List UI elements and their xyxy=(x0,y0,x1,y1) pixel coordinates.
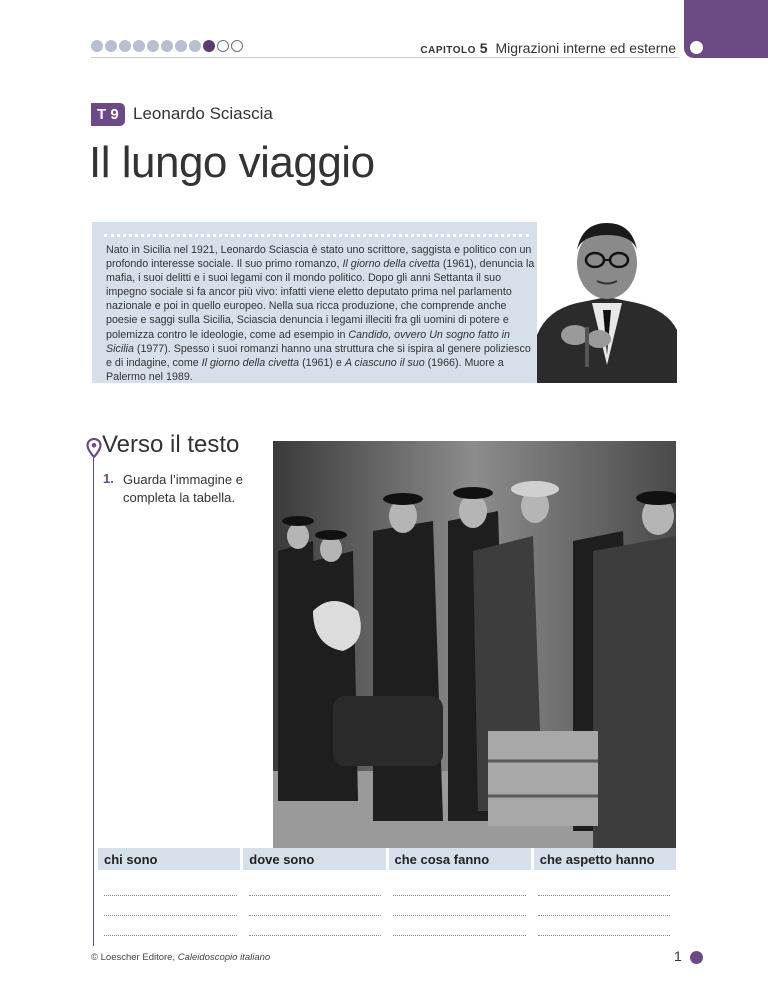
page-dot-icon xyxy=(690,951,703,964)
progress-dot-filled xyxy=(91,40,103,52)
progress-dot-filled xyxy=(133,40,145,52)
bio-text-run: (1961) e xyxy=(299,356,345,369)
progress-dot-empty xyxy=(217,40,229,52)
column-header-chi-sono: chi sono xyxy=(98,848,243,870)
answer-blank-line[interactable] xyxy=(104,918,237,936)
bio-text-run: (1977). Spesso i suoi romanzi hanno una struttura che si ispira al genere poliziesco e di indagine, come xyxy=(106,342,531,369)
chapter-label: CAPITOLO xyxy=(420,45,476,56)
dotted-divider xyxy=(104,234,529,237)
bio-book-title: A ciascuno il suo xyxy=(344,356,425,369)
answer-blank-line[interactable] xyxy=(538,918,671,936)
answer-blank-line[interactable] xyxy=(538,898,671,916)
answer-column xyxy=(98,870,243,938)
exercise-number: 1. xyxy=(103,471,114,486)
author-portrait xyxy=(537,215,677,383)
text-number-badge: T 9 xyxy=(91,103,125,126)
chapter-progress-dots xyxy=(91,40,243,52)
bio-book-title: Il giorno della civetta xyxy=(342,258,440,271)
answer-blank-line[interactable] xyxy=(393,918,526,936)
answer-blank-line[interactable] xyxy=(393,898,526,916)
answer-table xyxy=(98,848,676,938)
location-pin-icon xyxy=(86,438,102,458)
answer-column xyxy=(532,870,677,938)
bio-text-run: (1961), denuncia la mafia, i suoi delitti e i suoi legami con il mondo politico. Dopo gli anni Settanta il suo impegno sociale si fa ancor più vivo: infatti viene eletto deputato prima nel parlamento nazionale e poi in quello europeo. Nella sua ricca produzione, che comprende anche poesie e saggi sulla Sicilia, Sciascia denuncia i legami illeciti fra gli uomini di potere e polemizza contro le ideologie, come ad esempio in xyxy=(106,258,535,341)
answer-table-header xyxy=(98,848,676,870)
bio-text-run: Nato in Sicilia nel 1921, Leonardo Sciascia è stato uno scrittore, saggista e politico con un profondo interesse sociale. Il suo primo romanzo, xyxy=(106,244,532,271)
answer-blank-line[interactable] xyxy=(249,898,382,916)
author-name: Leonardo Sciascia xyxy=(133,104,273,123)
chapter-heading xyxy=(420,40,676,56)
copyright-footer xyxy=(91,952,270,963)
answer-column xyxy=(387,870,532,938)
section-rule xyxy=(93,458,94,946)
answer-blank-line[interactable] xyxy=(104,878,237,896)
progress-dot-current xyxy=(203,40,215,52)
chapter-number: 5 xyxy=(479,40,488,56)
corner-dot-icon xyxy=(690,41,703,54)
answer-blank-line[interactable] xyxy=(249,878,382,896)
emigrants-photo xyxy=(273,441,676,848)
progress-dot-filled xyxy=(161,40,173,52)
progress-dot-filled xyxy=(119,40,131,52)
column-header-dove-sono: dove sono xyxy=(243,848,388,870)
column-header-che-aspetto-hanno: che aspetto hanno xyxy=(539,852,655,867)
answer-blank-line[interactable] xyxy=(538,878,671,896)
author-bio-text xyxy=(106,243,538,384)
answer-column xyxy=(243,870,388,938)
chapter-title: Migrazioni interne ed esterne xyxy=(495,40,676,56)
answer-table-body xyxy=(98,870,676,938)
bio-text-run: (1966). Muore a Palermo nel 1989. xyxy=(106,356,504,383)
bio-book-title: Candido, ovvero Un sogno fatto in Sicilia xyxy=(106,328,510,355)
progress-dot-empty xyxy=(231,40,243,52)
answer-blank-line[interactable] xyxy=(249,918,382,936)
book-title: Caleidoscopio italiano xyxy=(177,952,271,963)
header-rule xyxy=(91,57,679,58)
answer-blank-line[interactable] xyxy=(104,898,237,916)
answer-blank-line[interactable] xyxy=(393,878,526,896)
section-title: Verso il testo xyxy=(102,431,240,458)
progress-dot-filled xyxy=(175,40,187,52)
progress-dot-filled xyxy=(189,40,201,52)
publisher-name: © Loescher Editore, xyxy=(91,952,178,963)
exercise-instruction: Guarda l’immagine e completa la tabella. xyxy=(123,472,243,505)
page-title: Il lungo viaggio xyxy=(89,138,375,187)
progress-dot-filled xyxy=(147,40,159,52)
column-header-che-cosa-fanno: che cosa fanno xyxy=(389,848,534,870)
progress-dot-filled xyxy=(105,40,117,52)
page-number: 1 xyxy=(674,948,682,964)
bio-book-title: Il giorno della civetta xyxy=(201,356,300,369)
